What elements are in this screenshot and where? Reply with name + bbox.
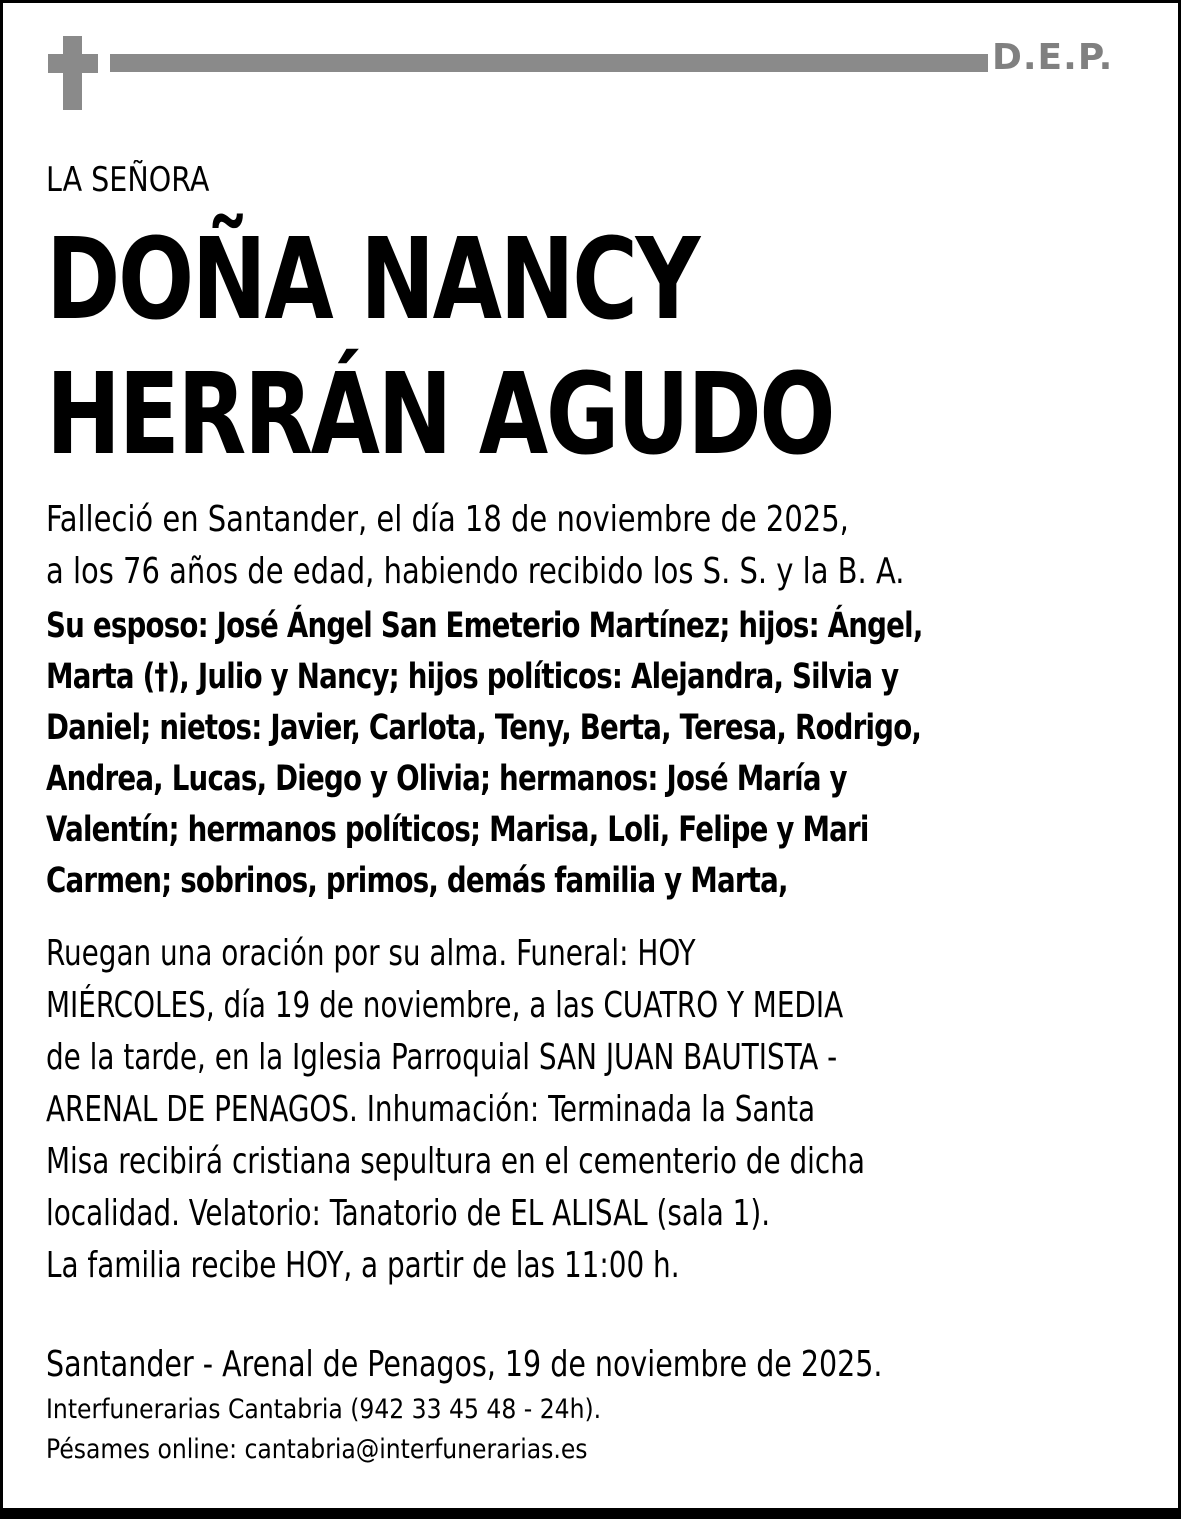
funeral-home-contact: Interfunerarias Cantabria (942 33 45 48 - 24h). bbox=[46, 1394, 602, 1425]
funeral-line: Misa recibirá cristiana sepultura en el cementerio de dicha bbox=[46, 1141, 865, 1182]
funeral-line: localidad. Velatorio: Tanatorio de EL ALISAL (sala 1). bbox=[46, 1193, 771, 1234]
header-rule bbox=[110, 54, 988, 72]
funeral-line: La familia recibe HOY, a partir de las 11:00 h. bbox=[46, 1245, 680, 1286]
funeral-line: ARENAL DE PENAGOS. Inhumación: Terminada la Santa bbox=[46, 1089, 816, 1130]
cross-icon bbox=[63, 36, 82, 110]
family-line: Valentín; hermanos políticos; Marisa, Loli, Felipe y Mari bbox=[46, 810, 869, 850]
honorific: LA SEÑORA bbox=[46, 160, 210, 200]
family-line: Carmen; sobrinos, primos, demás familia y Marta, bbox=[46, 861, 788, 901]
funeral-line: Ruegan una oración por su alma. Funeral: HOY bbox=[46, 933, 696, 974]
death-info-line: a los 76 años de edad, habiendo recibido los S. S. y la B. A. bbox=[46, 551, 905, 592]
family-line: Daniel; nietos: Javier, Carlota, Teny, Berta, Teresa, Rodrigo, bbox=[46, 708, 922, 748]
death-info-line: Falleció en Santander, el día 18 de noviembre de 2025, bbox=[46, 499, 849, 540]
funeral-line: de la tarde, en la Iglesia Parroquial SAN JUAN BAUTISTA - bbox=[46, 1037, 838, 1078]
deceased-name-line-2: HERRÁN AGUDO bbox=[46, 350, 834, 480]
family-line: Andrea, Lucas, Diego y Olivia; hermanos: José María y bbox=[46, 759, 847, 799]
funeral-line: MIÉRCOLES, día 19 de noviembre, a las CUATRO Y MEDIA bbox=[46, 985, 844, 1026]
family-line: Su esposo: José Ángel San Emeterio Martínez; hijos: Ángel, bbox=[46, 606, 923, 646]
family-line: Marta (†), Julio y Nancy; hijos políticos: Alejandra, Silvia y bbox=[46, 657, 899, 697]
dep-abbreviation: D.E.P. bbox=[992, 37, 1114, 78]
cross-icon-arm bbox=[48, 54, 98, 73]
place-date: Santander - Arenal de Penagos, 19 de noviembre de 2025. bbox=[46, 1344, 883, 1385]
deceased-name-line-1: DOÑA NANCY bbox=[46, 215, 699, 345]
condolences-contact: Pésames online: cantabria@interfunerarias.es bbox=[46, 1434, 588, 1465]
